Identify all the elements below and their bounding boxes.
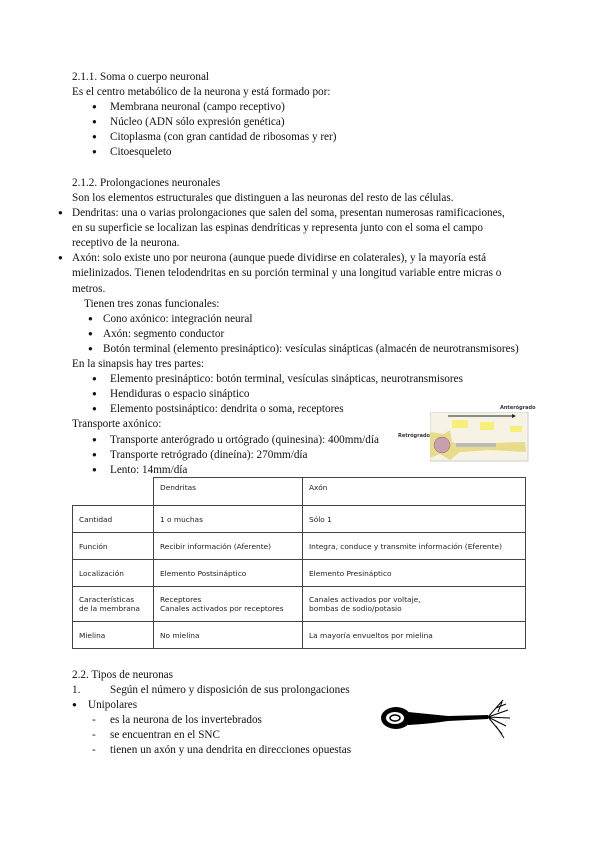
table-cell [154, 587, 303, 622]
list-number: 1. [72, 684, 81, 696]
list-item: receptivo de la neurona. [72, 237, 180, 250]
table-row [73, 478, 526, 506]
cell-text: Función [79, 541, 108, 551]
bullet-icon: ● [72, 700, 77, 709]
bullet-icon: ● [88, 313, 93, 323]
cell-text: Dendritas [160, 483, 196, 492]
list-item: Unipolares [88, 699, 138, 711]
section-title: 2.1.1. Soma o cuerpo neuronal [72, 71, 210, 83]
cell-text: Mielina [79, 630, 106, 640]
section-title: 2.1.2. Prolongaciones neuronales [72, 177, 221, 189]
label-anterogrado: Anterógrado [500, 405, 536, 411]
cell-text: Canales activados por receptores [160, 604, 284, 613]
paragraph: Según el número y disposición de sus prolongaciones [110, 684, 350, 696]
cell-text: Localización [79, 568, 124, 578]
label-retrogrado: Retrógrado [398, 433, 430, 439]
bullet-icon: ● [92, 389, 97, 399]
paragraph: En la sinapsis hay tres partes: [72, 358, 205, 370]
table-cell [154, 478, 303, 506]
table-cell [154, 506, 303, 533]
dash-icon: - [92, 744, 96, 757]
table-cell [303, 587, 526, 622]
list-item: Cono axónico: integración neural [103, 312, 253, 325]
table-cell [73, 506, 154, 533]
cell-text: 1 o muchas [160, 514, 203, 524]
list-item: en su superficie se localizan las espinas dendríticas y representa junto con el soma el campo [72, 222, 483, 235]
list-item: Elemento postsináptico: dendrita o soma, receptores [110, 403, 344, 416]
table-cell [154, 622, 303, 649]
list-item: Elemento presináptico: botón terminal, vesículas sinápticas, neurotransmisores [110, 373, 463, 386]
list-item: es la neurona de los invertebrados [110, 714, 262, 726]
table-cell [73, 622, 154, 649]
cell-text: No mielina [160, 630, 200, 640]
bullet-icon: ● [92, 464, 97, 474]
cell-text: Canales activados por voltaje, [309, 595, 421, 604]
cell-text: Integra, conduce y transmite información (Eferente) [309, 541, 502, 551]
list-item: Citoesqueleto [110, 146, 172, 159]
table-cell [303, 560, 526, 587]
unipolar-neuron-figure [378, 688, 518, 748]
table-cell [73, 478, 154, 506]
paragraph: Son los elementos estructurales que distinguen a las neuronas del resto de las células. [72, 192, 454, 204]
dash-icon: - [92, 729, 96, 742]
bullet-icon: ● [88, 343, 93, 353]
cell-text: de la membrana [79, 604, 140, 613]
table-row [73, 560, 526, 587]
table-cell [303, 533, 526, 560]
table-row [73, 587, 526, 622]
table-cell [154, 533, 303, 560]
table-cell [303, 622, 526, 649]
bullet-icon: ● [92, 102, 97, 111]
cell-text: Recibir información (Aferente) [160, 541, 272, 551]
list-item: Lento: 14mm/día [110, 463, 188, 476]
cell-text: Receptores [160, 595, 202, 604]
bullet-icon: ● [92, 449, 97, 459]
bullet-icon: ● [58, 208, 63, 217]
table-row [73, 506, 526, 533]
table-cell [73, 560, 154, 587]
section-title: 2.2. Tipos de neuronas [72, 669, 174, 681]
cell-text: Cantidad [79, 514, 113, 524]
list-item: Axón: solo existe uno por neurona (aunque puede dividirse en colaterales), y la mayoría está [72, 252, 487, 265]
bullet-icon: ● [92, 434, 97, 444]
paragraph: Tienen tres zonas funcionales: [84, 297, 220, 310]
cell-text: bombas de sodio/potasio [309, 604, 402, 613]
list-item: se encuentran en el SNC [110, 729, 220, 742]
list-item: Axón: segmento conductor [103, 327, 225, 340]
table-row [73, 622, 526, 649]
list-item: Núcleo (ADN sólo expresión genética) [110, 116, 285, 129]
list-item: tienen un axón y una dendrita en direcciones opuestas [110, 744, 352, 757]
cell-text: Sólo 1 [309, 514, 332, 524]
paragraph: Transporte axónico: [72, 418, 162, 431]
table-row [73, 533, 526, 560]
axonal-transport-figure [430, 412, 530, 462]
list-item: Dendritas: una o varias prolongaciones que salen del soma, presentan numerosas ramificaciones, [72, 207, 505, 219]
bullet-icon: ● [92, 374, 97, 384]
cell-text: La mayoría envueltos por mielina [309, 630, 433, 640]
bullet-icon: ● [92, 404, 97, 414]
bullet-icon: ● [92, 132, 97, 142]
list-item: Transporte retrógrado (dineína): 270mm/día [110, 448, 308, 461]
list-item: Membrana neuronal (campo receptivo) [110, 101, 285, 113]
cell-text: Características [79, 595, 135, 604]
table-cell [73, 533, 154, 560]
table-cell [303, 478, 526, 506]
table-cell [303, 506, 526, 533]
bullet-icon: ● [58, 253, 63, 263]
cell-text: Elemento Postsináptico [160, 568, 247, 578]
table-cell [154, 560, 303, 587]
table-cell [73, 587, 154, 622]
paragraph: Es el centro metabólico de la neurona y está formado por: [72, 86, 331, 98]
list-item: Citoplasma (con gran cantidad de ribosomas y rer) [110, 131, 337, 144]
list-item: Botón terminal (elemento presináptico): vesículas sinápticas (almacén de neurotransmisores) [103, 342, 519, 355]
cell-text: Elemento Presináptico [309, 568, 392, 578]
bullet-icon: ● [92, 117, 97, 127]
bullet-icon: ● [88, 328, 93, 338]
cell-text: Axón [309, 483, 328, 492]
list-item: Transporte anterógrado u ortógrado (quinesina): 400mm/día [110, 433, 379, 446]
list-item: metros. [72, 282, 106, 295]
list-item: mielinizados. Tienen telodendritas en su porción terminal y una longitud variable entre micras o [72, 267, 502, 280]
comparison-table [72, 477, 526, 649]
dash-icon: - [92, 714, 96, 726]
bullet-icon: ● [92, 147, 97, 157]
list-item: Hendiduras o espacio sináptico [110, 388, 250, 401]
